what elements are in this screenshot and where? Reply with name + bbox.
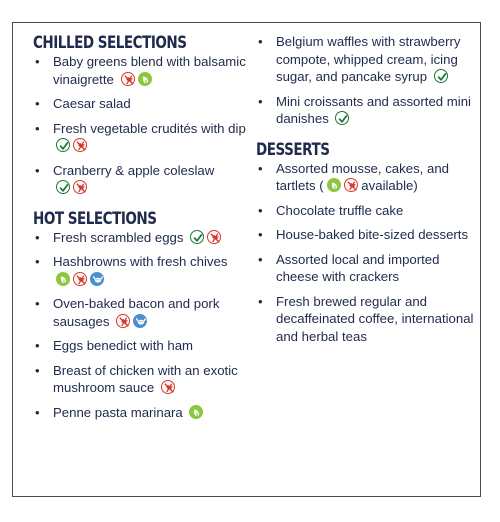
menu-card — [12, 22, 481, 497]
vegetarian-icon — [335, 111, 349, 125]
gluten-free-icon — [161, 380, 175, 394]
menu-item: • Assorted local and imported cheese with crackers — [256, 251, 481, 286]
vegetarian-icon — [190, 230, 204, 244]
menu-item: • Mini croissants and assorted mini danishes — [256, 93, 481, 128]
hot-selections-heading: HOT SELECTIONS — [33, 208, 157, 228]
menu-item: • Eggs benedict with ham — [33, 337, 248, 355]
gluten-free-icon — [344, 178, 358, 192]
chilled-selections-list — [33, 53, 248, 197]
menu-item: • Oven-baked bacon and pork sausages — [33, 295, 248, 330]
menu-item: • Hashbrowns with fresh chives — [33, 253, 248, 288]
menu-item: • Fresh vegetable crudités with dip — [33, 120, 248, 155]
menu-item: • Cranberry & apple coleslaw — [33, 162, 248, 197]
chilled-selections-heading: CHILLED SELECTIONS — [33, 33, 187, 52]
vegan-icon — [138, 72, 152, 86]
gluten-free-icon — [73, 272, 87, 286]
menu-item: • Breast of chicken with an exotic mushroom sauce — [33, 362, 248, 397]
gluten-free-icon — [73, 138, 87, 152]
menu-item: • Baby greens blend with balsamic vinaigrette — [33, 53, 248, 88]
vegan-icon — [189, 405, 203, 419]
menu-item: • Penne pasta marinara — [33, 404, 248, 422]
hot-selections-list — [33, 229, 248, 422]
menu-item: • Caesar salad — [33, 95, 248, 113]
menu-item: • Fresh brewed regular and decaffeinated coffee, international and herbal teas — [256, 293, 481, 346]
vegetarian-icon — [56, 180, 70, 194]
menu-item: • Belgium waffles with strawberry compote, whipped cream, icing sugar, and pancake syrup — [256, 33, 481, 86]
desserts-list — [256, 160, 481, 346]
menu-item: • Fresh scrambled eggs — [33, 229, 248, 247]
vegan-icon — [327, 178, 341, 192]
dairy-free-icon — [90, 272, 104, 286]
menu-item: • Assorted mousse, cakes, and tartlets ( available) — [256, 160, 481, 195]
vegetarian-icon — [56, 138, 70, 152]
dairy-free-icon — [133, 314, 147, 328]
vegetarian-icon — [434, 69, 448, 83]
desserts-heading: DESSERTS — [256, 139, 330, 159]
right-column — [256, 33, 481, 352]
left-column — [33, 33, 248, 428]
gluten-free-icon — [121, 72, 135, 86]
continued-list — [256, 33, 481, 128]
menu-item: • Chocolate truffle cake — [256, 202, 481, 220]
gluten-free-icon — [207, 230, 221, 244]
menu-item: • House-baked bite-sized desserts — [256, 226, 481, 244]
gluten-free-icon — [116, 314, 130, 328]
gluten-free-icon — [73, 180, 87, 194]
vegan-icon — [56, 272, 70, 286]
